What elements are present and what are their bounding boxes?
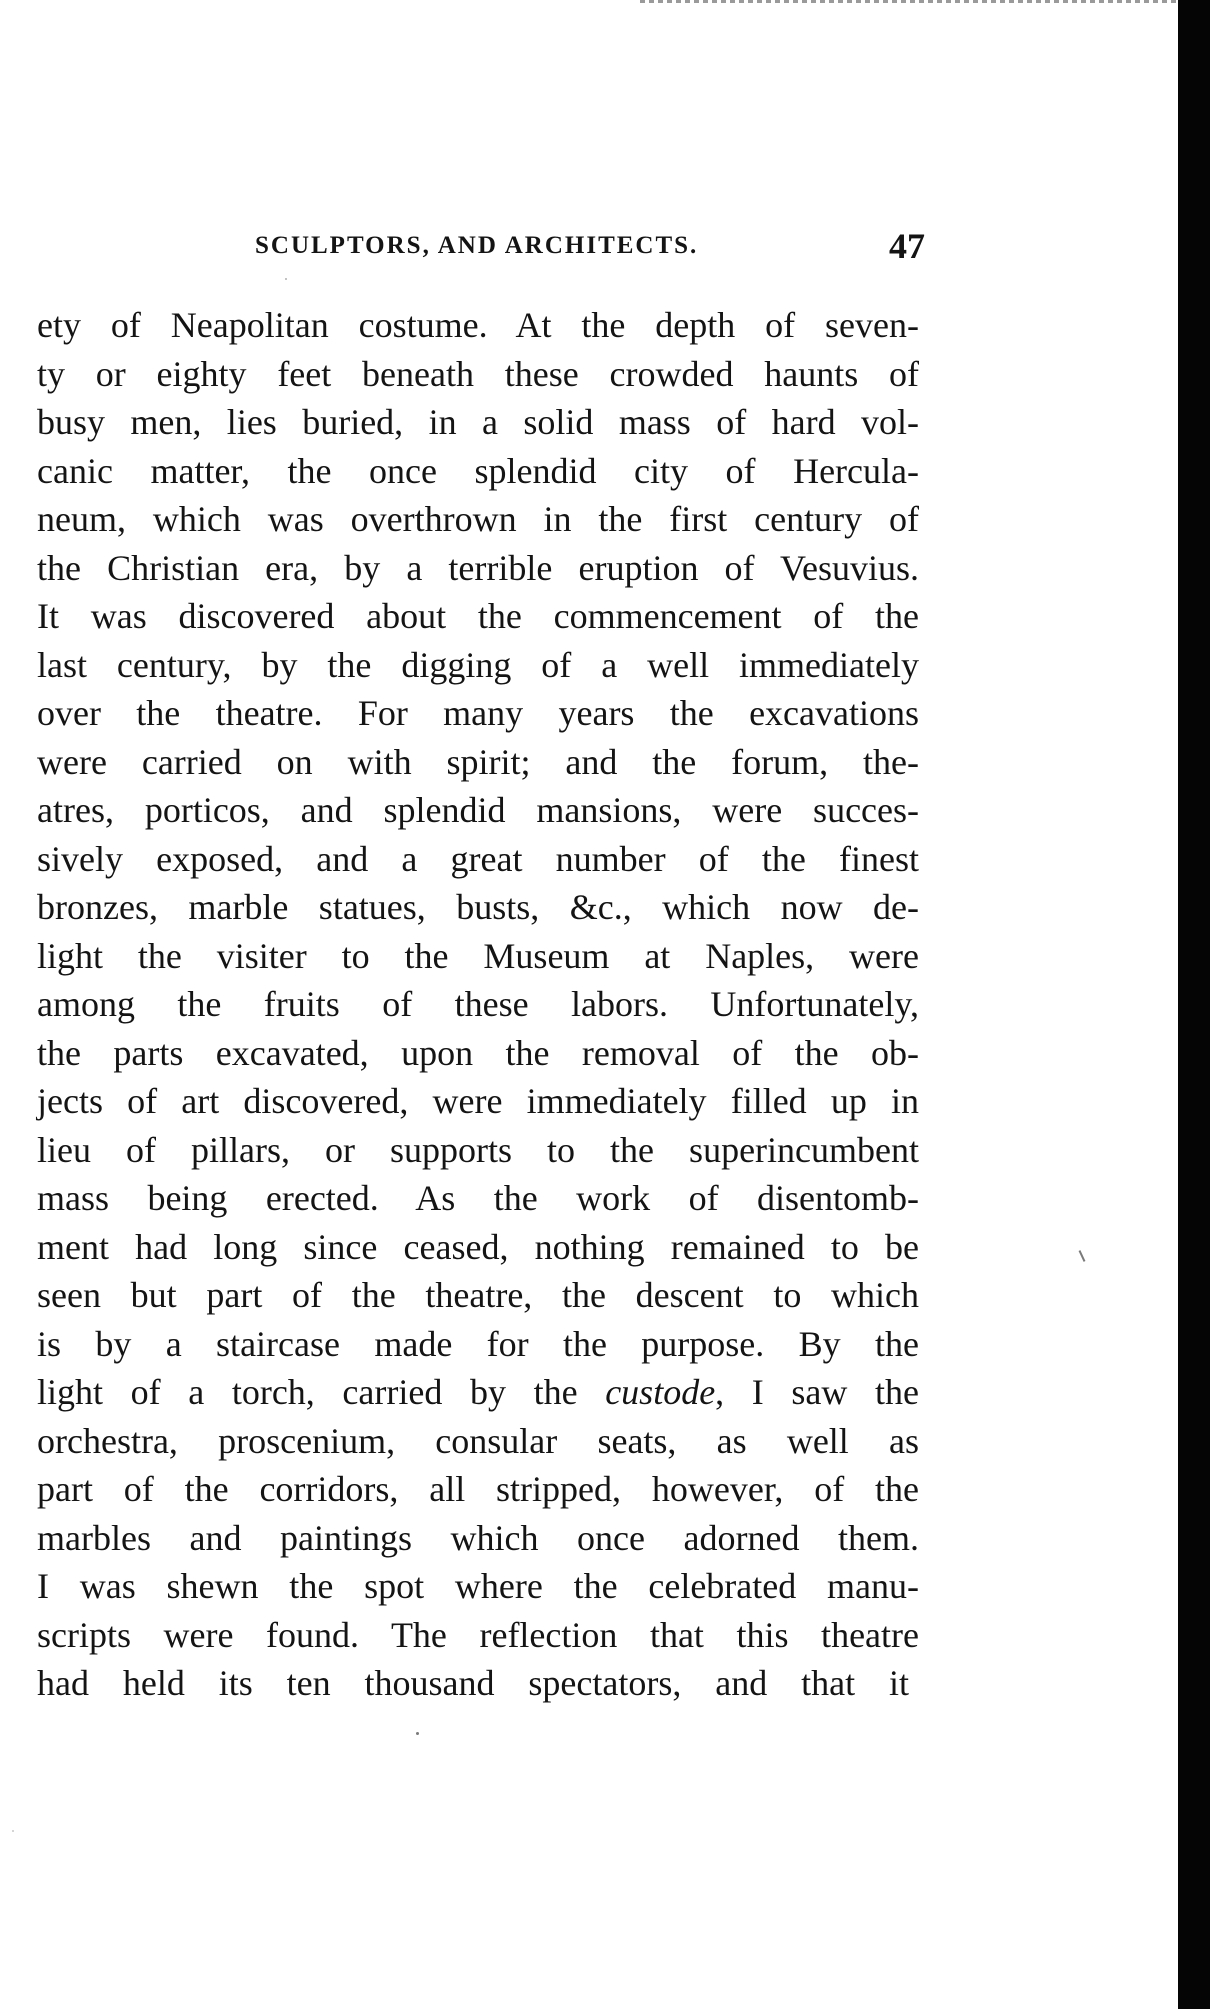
text-line: last century, by the digging of a well immediately [37, 644, 919, 685]
text-line: scripts were found. The reflection that this theatre [37, 1614, 919, 1655]
page-binding-edge [1178, 0, 1210, 2009]
text-line: canic matter, the once splendid city of Hercula- [37, 450, 919, 491]
running-head [255, 226, 925, 268]
running-title: SCULPTORS, AND ARCHITECTS. [255, 232, 699, 259]
text-line: bronzes, marble statues, busts, &c., which now de- [37, 887, 919, 927]
text-line: I was shewn the spot where the celebrated manu- [37, 1566, 919, 1606]
text-line: seen but part of the theatre, the descent to which [37, 1275, 919, 1315]
text-line: the parts excavated, upon the removal of the ob- [37, 1032, 919, 1073]
page-top-edge [640, 0, 1180, 3]
text-line: atres, porticos, and splendid mansions, were succes- [37, 790, 919, 830]
text-line: light of a torch, carried by the custode, I saw the [37, 1372, 919, 1412]
text-line: busy men, lies buried, in a solid mass of hard vol- [37, 402, 919, 442]
text-line: neum, which was overthrown in the first century of [37, 499, 919, 539]
text-line: lieu of pillars, or supports to the superincumbent [37, 1129, 919, 1170]
paper-speck [1079, 1250, 1086, 1262]
text-line: ment had long since ceased, nothing remained to be [37, 1226, 919, 1267]
text-line: mass being erected. As the work of disentomb- [37, 1178, 919, 1218]
text-line: part of the corridors, all stripped, however, of the [37, 1469, 919, 1509]
paper-speck [416, 1732, 419, 1735]
paper-speck [12, 1830, 14, 1832]
text-line: It was discovered about the commencement of the [37, 596, 919, 636]
text-line: over the theatre. For many years the excavations [37, 693, 919, 733]
text-line: ty or eighty feet beneath these crowded haunts of [37, 353, 919, 394]
text-line: the Christian era, by a terrible eruption of Vesuvius. [37, 547, 919, 588]
text-line: among the fruits of these labors. Unfortunately, [37, 984, 919, 1024]
text-line: light the visiter to the Museum at Naples, were [37, 935, 919, 976]
text-line: orchestra, proscenium, consular seats, as well as [37, 1420, 919, 1461]
page-number: 47 [889, 226, 925, 266]
text-line: is by a staircase made for the purpose. By the [37, 1323, 919, 1364]
text-line: sively exposed, and a great number of the finest [37, 838, 919, 879]
paper-speck [285, 278, 287, 280]
text-line: marbles and paintings which once adorned them. [37, 1517, 919, 1558]
text-line: had held its ten thousand spectators, and that it [37, 1663, 909, 1703]
text-line: jects of art discovered, were immediately filled up in [37, 1081, 919, 1121]
text-line: ety of Neapolitan costume. At the depth of seven- [37, 305, 919, 345]
text-line: were carried on with spirit; and the forum, the- [37, 741, 919, 782]
